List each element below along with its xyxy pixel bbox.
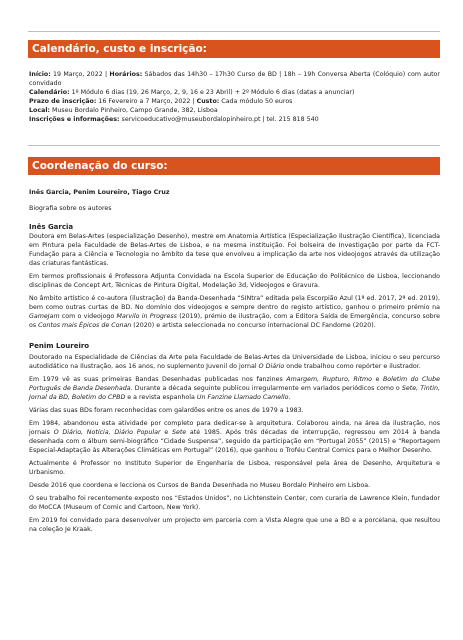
start-line	[29, 70, 440, 88]
penim-p2-magazine: Un Fanzine Llamado Camello	[196, 394, 289, 401]
penim-p2-text: e a revista espanhola	[125, 394, 197, 401]
ines-p3-text: (2020) e artista seleccionada no concurso internacional DC Fandome (2020).	[131, 322, 376, 329]
ines-p3-gamejam: GameJam	[29, 313, 60, 320]
ines-p3-contest-title: Contos mais Épicos de Conan	[38, 322, 132, 329]
coordination-section-header	[28, 157, 440, 175]
penim-paragraph-1	[29, 353, 440, 371]
penim-p2-boletim: Boletim do Clube Português de Banda Desenhada	[29, 376, 440, 392]
hours-label: Horários:	[109, 71, 143, 78]
penim-p2-periodicals: Sete, Tintin, Jornal da BD, Boletim do CPBD	[29, 385, 440, 401]
penim-p2-text: . Durante a década seguinte publicou irregularmente em variados periódicos como o	[130, 385, 402, 392]
location-line	[29, 106, 440, 115]
calendar-label: Calendário:	[29, 89, 70, 96]
penim-paragraph-5: Actualmente é Professor no Instituto Superior de Engenharia de Lisboa, responsável pela área de Desenho, Arquitetura e Urbanismo.	[29, 460, 440, 476]
penim-p2-text: Em 1979 vê as suas primeiras Bandas Desenhadas publicadas nos fanzines	[29, 376, 287, 383]
penim-p1-newspaper: O Diário	[258, 363, 285, 370]
deadline-line	[29, 97, 440, 106]
penim-paragraph-4	[29, 419, 440, 455]
calendar-section-header	[28, 40, 440, 58]
penim-p2-fanzines: Amargem, Rupturo, Ritmo	[286, 376, 373, 383]
penim-heading: Penim Loureiro	[29, 342, 90, 350]
location-label: Local:	[29, 107, 50, 114]
registration-label: Inscrições e informações:	[29, 116, 120, 123]
cost-label: Custo:	[196, 98, 220, 105]
coordinators-names: Inês Garcia, Penim Loureiro, Tiago Cruz	[29, 189, 170, 196]
ines-p3-text: No âmbito artístico é co-autora (ilustração) da Banda-Desenhada “SINtra” editada pela Escorpião Azul (1ª ed. 2017, 2ª ed. 2019), bem como outras curtas de BD. No domínio dos videojogos e sempre dentro do registo artístico, ganhou o primeiro prémio na	[29, 295, 440, 311]
deadline-value: 16 Fevereiro a 7 Março, 2022 |	[96, 98, 197, 105]
ines-paragraph-3	[29, 294, 440, 330]
registration-contact[interactable]: servicoeducativo@museubordalopinheiro.pt | tel. 215 818 540	[119, 116, 319, 123]
penim-p4-sete: Sete	[171, 429, 187, 436]
coordination-section-title: Coordenação do curso:	[32, 160, 168, 172]
location-value: Museu Bordalo Pinheiro, Campo Grande, 382, Lisboa	[50, 107, 218, 114]
ines-p3-text: (2019), prémio de ilustração, com a Editora Saída de Emergência, concurso sobre os	[29, 313, 440, 329]
calendar-line	[29, 88, 440, 97]
start-value: 19 Março, 2022 |	[50, 71, 110, 78]
calendar-details	[29, 70, 440, 124]
penim-p4-text: e	[160, 429, 172, 436]
deadline-label: Prazo de inscrição:	[29, 98, 97, 105]
calendar-section-title: Calendário, custo e inscrição:	[32, 43, 207, 55]
penim-p4-text: até 1985. Após três décadas de interrupção, regressou em 2014 à banda desenhada com o álbum semi-biográfico “Cidade Suspensa”, seguido da participação em “Portugal 2055” (2015) e “Reportagem Especial-Adaptação às Alterações Climáticas em Portugal” (2016), que ganhou o Troféu Central Comics para o Melhor Desenho.	[29, 429, 440, 454]
cost-value: Cada módulo 50 euros	[219, 98, 293, 105]
bio-intro: Biografia sobre os autores	[29, 205, 112, 212]
penim-p4-newspapers: O Diário, Notícia, Diário Popular	[53, 429, 161, 436]
registration-line	[29, 115, 440, 124]
penim-p1-text: onde trabalhou como repórter e ilustrador.	[284, 363, 421, 370]
ines-p3-text: com o videojogo	[59, 313, 117, 320]
penim-paragraph-7: O seu trabalho foi recentemente exposto nos “Estados Unidos”, no Lichtenstein Center, com curaria de Lawrence Klein, fundador do MoCCA (Museum of Comic and Cartoon, New York).	[29, 495, 440, 511]
top-divider	[28, 31, 440, 32]
penim-paragraph-8: Em 2019 foi convidado para desenvolver um projecto em parceria com a Vista Alegre que une a BD e a porcelana, que resultou na coleção Je Kraak.	[29, 517, 440, 533]
hours-value: Sábados das 14h30 – 17h30 Curso de BD | 18h – 19h Conversa Aberta (Colóquio) com autor convidado	[29, 71, 440, 87]
penim-paragraph-3: Várias das suas BDs foram reconhecidas com galardões entre os anos de 1979 a 1983.	[29, 407, 304, 414]
start-label: Início:	[29, 71, 51, 78]
penim-p2-text: e	[372, 376, 383, 383]
ines-paragraph-1: Doutora em Belas-Artes (especialização Desenho), mestre em Anatomia Artística (Especialização Ilustração Científica), licenciada em Pintura pela Faculdade de Belas-Artes de Lisboa, e na mesma instituição. Foi bolseira de Investigação por parte da FCT-Fundação para a Ciência e Tecnologia no âmbito da tese que envolveu a implicação da arte nos videojogos através da utilização das criaturas fantásticas.	[29, 233, 440, 267]
penim-p1-text: Doutorado na Especialidade de Ciências da Arte pela Faculdade de Belas-Artes da Universidade de Lisboa, iniciou o seu percurso autodidático na Ilustração, aos 16 anos, no suplemento Juvenil do jornal	[29, 354, 440, 370]
penim-paragraph-2	[29, 375, 440, 402]
penim-p4-text: Em 1984, abandonou esta atividade por completo para dedicar-se à arquitetura. Colaborou ainda, na área da ilustração, nos jornais	[29, 420, 440, 436]
penim-p2-text: .	[288, 394, 291, 401]
ines-p3-game-title: Marvilo in Progress	[116, 313, 177, 320]
penim-paragraph-6: Desde 2016 que coordena e lecciona os Cursos de Banda Desenhada no Museu Bordalo Pinheiro em Lisboa.	[29, 482, 371, 489]
middle-divider	[28, 145, 440, 146]
coordination-body	[29, 188, 440, 534]
ines-heading: Inês Garcia	[29, 223, 74, 231]
calendar-value: 1º Módulo 6 dias (19, 26 Março, 2, 9, 16 e 23 Abril) + 2º Módulo 6 dias (datas a anunciar)	[69, 89, 355, 96]
ines-paragraph-2: Em termos profissionais é Professora Adjunta Convidada na Escola Superior de Educação do Politécnico de Lisboa, leccionando disciplinas de Concept Art, Técnicas de Pintura Digital, Modelação 3d, Videojogos e Gravura.	[29, 273, 440, 289]
